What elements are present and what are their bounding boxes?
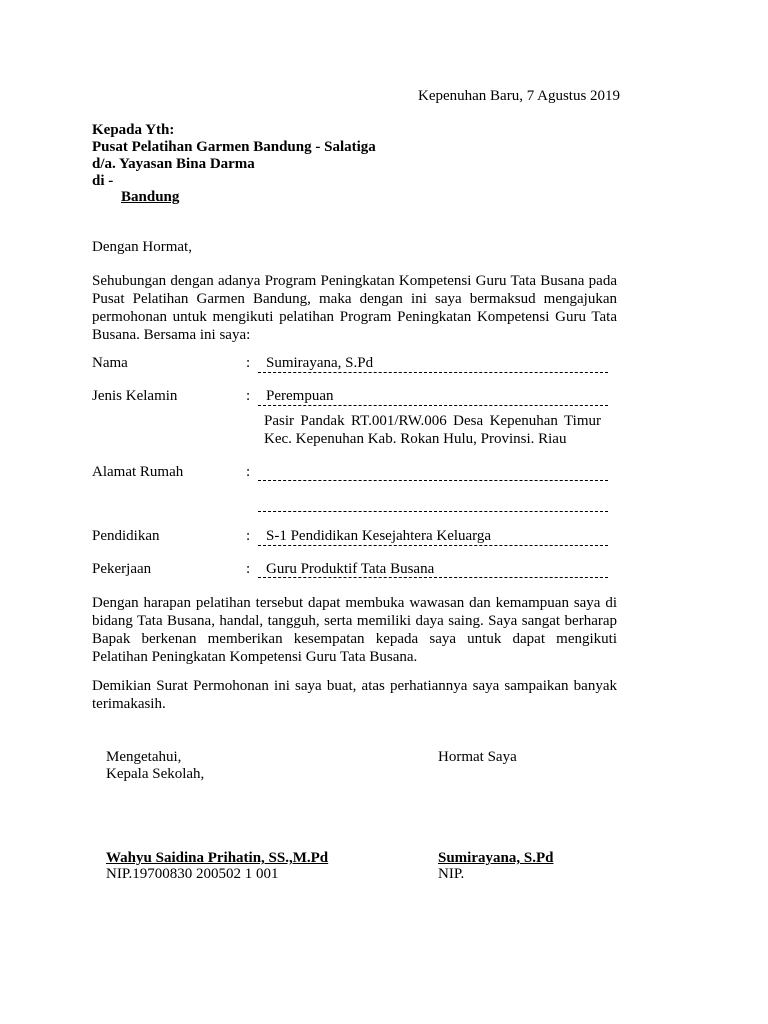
field-colon: : [246,561,251,577]
dotted-line [258,511,608,512]
left-sign-line-1: Mengetahui, [106,749,182,765]
right-sign-line-1: Hormat Saya [438,749,517,765]
left-sign-line-2: Kepala Sekolah, [106,766,205,782]
right-signatory-name: Sumirayana, S.Pd [438,850,554,866]
field-value-pendidikan: S-1 Pendidikan Kesejahtera Keluarga [266,528,492,544]
recipient-line-4: di - [92,173,114,189]
dotted-line [258,577,608,578]
field-colon: : [246,464,251,480]
right-signatory-nip: NIP. [438,866,465,882]
recipient-line-3: d/a. Yayasan Bina Darma [92,156,255,172]
intro-paragraph: Sehubungan dengan adanya Program Peningkatan Kompetensi Guru Tata Busana pada Pusat Pelatihan Garmen Bandung, maka dengan ini saya bermaksud mengajukan permohonan untuk mengikuti pelatihan Program Peningkatan Kompetensi Guru Tata Busana. Bersama ini saya: [92,273,617,343]
recipient-city: Bandung [121,189,180,205]
field-value-jenis-kelamin: Perempuan [266,388,334,404]
field-label-nama: Nama [92,355,128,371]
greeting: Dengan Hormat, [92,239,192,255]
left-signatory-nip: NIP.19700830 200502 1 001 [106,866,279,882]
dotted-line [258,372,608,373]
field-value-nama: Sumirayana, S.Pd [266,355,374,371]
field-colon: : [246,355,251,371]
field-colon: : [246,388,251,404]
closing-paragraph: Demikian Surat Permohonan ini saya buat, atas perhatiannya saya sampaikan banyak terimakasih. [92,678,617,712]
hope-paragraph: Dengan harapan pelatihan tersebut dapat membuka wawasan dan kemampuan saya di bidang Tata Busana, handal, tangguh, serta memiliki daya saing. Saya sangat berharap Bapak berkenan memberikan kesempatan kepada saya untuk dapat mengikuti Pelatihan Peningkatan Kompetensi Guru Tata Busana. [92,595,617,665]
field-label-pendidikan: Pendidikan [92,528,160,544]
dotted-line [258,405,608,406]
recipient-line-2: Pusat Pelatihan Garmen Bandung - Salatiga [92,139,376,155]
field-value-alamat: Pasir Pandak RT.001/RW.006 Desa Kepenuhan Timur Kec. Kepenuhan Kab. Rokan Hulu, Provinsi. Riau [264,413,601,447]
field-label-alamat: Alamat Rumah [92,464,184,480]
left-signatory-name: Wahyu Saidina Prihatin, SS.,M.Pd [106,850,329,866]
dotted-line [258,480,608,481]
field-colon: : [246,528,251,544]
place-date: Kepenuhan Baru, 7 Agustus 2019 [418,88,621,104]
recipient-line-1: Kepada Yth: [92,122,175,138]
field-value-pekerjaan: Guru Produktif Tata Busana [266,561,435,577]
dotted-line [258,545,608,546]
field-label-jenis-kelamin: Jenis Kelamin [92,388,178,404]
field-label-pekerjaan: Pekerjaan [92,561,152,577]
